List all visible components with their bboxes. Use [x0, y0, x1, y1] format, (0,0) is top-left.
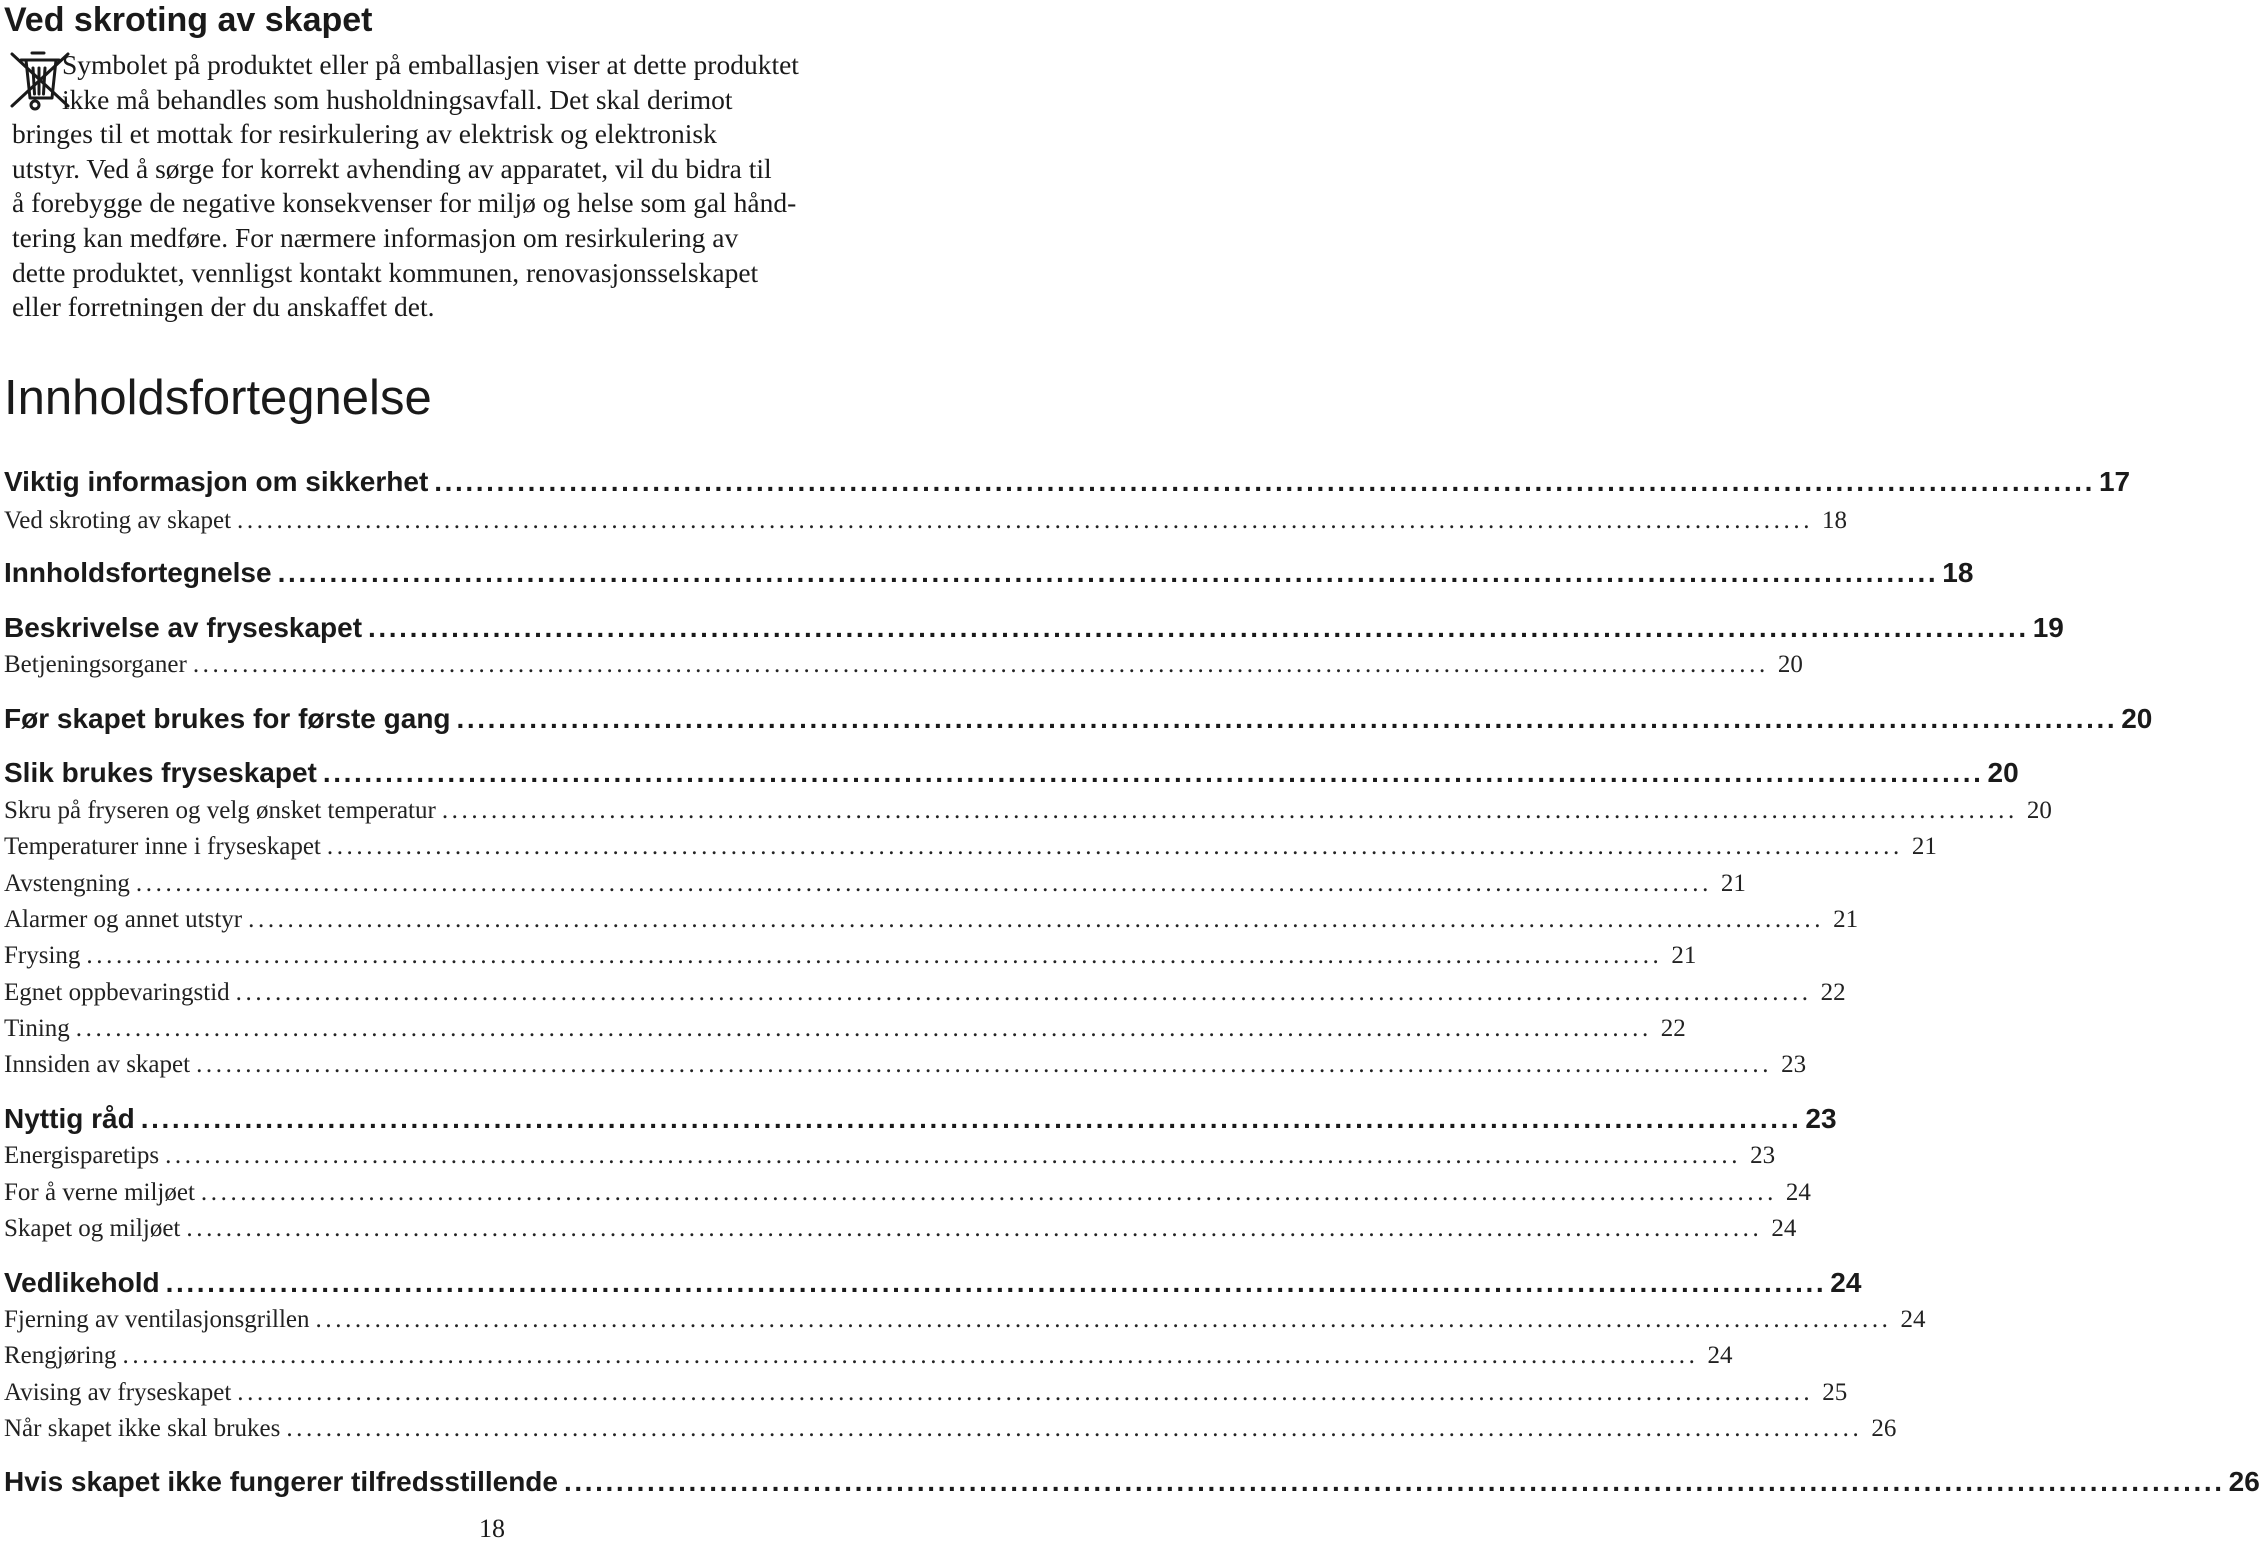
toc-entry-title: Skapet og miljøet	[4, 1215, 181, 1242]
toc-entry[interactable]	[4, 942, 1697, 970]
toc-entry-title: Innholdsfortegnelse	[4, 557, 272, 588]
toc-entry-page: 21	[1671, 942, 1697, 969]
dot-leader: ................................................................................................................................................................	[75, 1015, 1652, 1042]
toc-entry-title: Slik brukes fryseskapet	[4, 757, 317, 788]
dot-leader: ................................................................................................................................................................	[165, 1267, 1827, 1298]
toc-entry-page: 18	[1942, 557, 1974, 588]
toc-entry[interactable]	[4, 757, 2019, 789]
paragraph-line: å forebygge de negative konsekvenser for miljø og helse som gal hånd-	[12, 187, 797, 219]
dot-leader: ................................................................................................................................................................	[196, 1051, 1773, 1078]
paragraph-line: Symbolet på produktet eller på emballasjen viser at dette produktet	[62, 49, 799, 80]
paragraph-line: tering kan medføre. For nærmere informasjon om resirkulering av	[12, 221, 739, 253]
dot-leader: ................................................................................................................................................................	[237, 1379, 1814, 1406]
toc-entry[interactable]	[4, 1415, 1897, 1443]
toc-entry-title: Viktig informasjon om sikkerhet	[4, 466, 429, 497]
toc-heading: Innholdsfortegnelse	[4, 371, 432, 425]
paragraph-line: bringes til et mottak for resirkulering av elektrisk og elektronisk	[12, 118, 717, 150]
toc-entry-page: 20	[2121, 703, 2153, 734]
toc-entry-page: 20	[2026, 797, 2052, 824]
dot-leader: ................................................................................................................................................................	[286, 1415, 1863, 1442]
paragraph-line: eller forretningen der du anskaffet det.	[12, 291, 435, 323]
paragraph-line: utstyr. Ved å sørge for korrekt avhending av apparatet, vil du bidra til	[12, 152, 772, 184]
dot-leader: ................................................................................................................................................................	[235, 979, 1812, 1006]
dot-leader: ................................................................................................................................................................	[563, 1466, 2225, 1497]
dot-leader: ................................................................................................................................................................	[86, 942, 1663, 969]
toc-entry-title: Innsiden av skapet	[4, 1051, 191, 1078]
toc-entry-page: 17	[2098, 466, 2131, 497]
toc-entry-title: Fjerning av ventilasjonsgrillen	[4, 1306, 310, 1333]
toc-entry-page: 26	[2228, 1466, 2260, 1497]
toc-entry[interactable]	[4, 833, 1937, 861]
toc-entry-page: 20	[1987, 757, 2019, 788]
page-number: 18	[479, 1514, 505, 1543]
toc-entry-page: 24	[1830, 1267, 1862, 1298]
toc-entry-title: Avising av fryseskapet	[4, 1379, 232, 1406]
toc-entry-title: Beskrivelse av fryseskapet	[4, 612, 363, 643]
toc-entry[interactable]	[4, 651, 1803, 679]
toc-entry-title: Frysing	[4, 942, 81, 969]
toc-entry-page: 24	[1707, 1342, 1733, 1369]
toc-entry[interactable]	[4, 466, 2131, 498]
toc-entry[interactable]	[4, 1103, 1837, 1135]
toc-entry-page: 24	[1785, 1179, 1811, 1206]
toc-entry-title: Energisparetips	[4, 1142, 160, 1169]
toc-entry[interactable]	[4, 1179, 1811, 1207]
toc-entry-page: 26	[1871, 1415, 1897, 1442]
toc-entry-title: Ved skroting av skapet	[4, 507, 232, 534]
toc-entry-title: Avstengning	[4, 870, 130, 897]
toc-entry[interactable]	[4, 1466, 2260, 1498]
dot-leader: ................................................................................................................................................................	[140, 1103, 1802, 1134]
toc-entry-title: Hvis skapet ikke fungerer tilfredsstillende	[4, 1466, 558, 1497]
dot-leader: ................................................................................................................................................................	[368, 612, 2029, 643]
dot-leader: ................................................................................................................................................................	[322, 757, 1984, 788]
dot-leader: ................................................................................................................................................................	[122, 1342, 1699, 1369]
toc-entry[interactable]	[4, 906, 1859, 934]
toc-entry-title: Temperaturer inne i fryseskapet	[4, 833, 321, 860]
toc-entry[interactable]	[4, 703, 2153, 735]
toc-entry-title: Nyttig råd	[4, 1103, 135, 1134]
toc-entry-title: Egnet oppbevaringstid	[4, 979, 230, 1006]
dot-leader: ................................................................................................................................................................	[434, 466, 2095, 497]
dot-leader: ................................................................................................................................................................	[326, 833, 1903, 860]
toc-entry[interactable]	[4, 1215, 1797, 1243]
toc-entry-title: Rengjøring	[4, 1342, 117, 1369]
dot-leader: ................................................................................................................................................................	[200, 1179, 1777, 1206]
toc-entry-page: 25	[1822, 1379, 1848, 1406]
toc-entry-title: Skru på fryseren og velg ønsket temperatur	[4, 797, 436, 824]
toc-entry[interactable]	[4, 612, 2064, 644]
toc-entry-title: Tining	[4, 1015, 70, 1042]
toc-entry-title: Alarmer og annet utstyr	[4, 906, 243, 933]
dot-leader: ................................................................................................................................................................	[315, 1306, 1892, 1333]
toc-entry-page: 22	[1820, 979, 1846, 1006]
toc-entry-page: 23	[1781, 1051, 1807, 1078]
toc-entry-title: Når skapet ikke skal brukes	[4, 1415, 281, 1442]
toc-entry[interactable]	[4, 870, 1746, 898]
toc-entry-page: 21	[1720, 870, 1746, 897]
toc-entry-page: 24	[1900, 1306, 1926, 1333]
dot-leader: ................................................................................................................................................................	[248, 906, 1825, 933]
toc-entry[interactable]	[4, 979, 1846, 1007]
toc-entry-page: 20	[1777, 651, 1803, 678]
toc-entry-page: 23	[1750, 1142, 1776, 1169]
toc-entry-page: 24	[1771, 1215, 1797, 1242]
toc-entry[interactable]	[4, 1015, 1686, 1043]
disposal-heading: Ved skroting av skapet	[4, 1, 373, 39]
toc-entry[interactable]	[4, 1051, 1807, 1079]
dot-leader: ................................................................................................................................................................	[277, 557, 1939, 588]
toc-entry[interactable]	[4, 1379, 1848, 1407]
dot-leader: ................................................................................................................................................................	[456, 703, 2118, 734]
dot-leader: ................................................................................................................................................................	[135, 870, 1712, 897]
toc-entry[interactable]	[4, 797, 2052, 825]
dot-leader: ................................................................................................................................................................	[237, 507, 1814, 534]
dot-leader: ................................................................................................................................................................	[192, 651, 1769, 678]
toc-entry[interactable]	[4, 1342, 1733, 1370]
paragraph-line: ikke må behandles som husholdningsavfall. Det skal derimot	[62, 83, 733, 115]
toc-entry-page: 18	[1822, 507, 1848, 534]
toc-entry-page: 21	[1833, 906, 1859, 933]
toc-entry[interactable]	[4, 557, 1974, 589]
toc-entry-page: 22	[1660, 1015, 1686, 1042]
toc-entry[interactable]	[4, 1306, 1926, 1334]
toc-entry-title: Før skapet brukes for første gang	[4, 703, 451, 734]
paragraph-line: dette produktet, vennligst kontakt kommunen, renovasjonsselskapet	[12, 256, 759, 288]
toc-entry[interactable]	[4, 1267, 1862, 1299]
toc-entry[interactable]	[4, 507, 1848, 535]
toc-entry-title: Vedlikehold	[4, 1267, 160, 1298]
dot-leader: ................................................................................................................................................................	[441, 797, 2018, 824]
toc-entry-page: 19	[2032, 612, 2064, 643]
toc-entry-title: For å verne miljøet	[4, 1179, 195, 1206]
toc-entry-page: 21	[1911, 833, 1937, 860]
toc-entry-title: Betjeningsorganer	[4, 651, 187, 678]
dot-leader: ................................................................................................................................................................	[186, 1215, 1763, 1242]
dot-leader: ................................................................................................................................................................	[165, 1142, 1742, 1169]
toc-entry[interactable]	[4, 1142, 1776, 1170]
toc-entry-page: 23	[1805, 1103, 1837, 1134]
